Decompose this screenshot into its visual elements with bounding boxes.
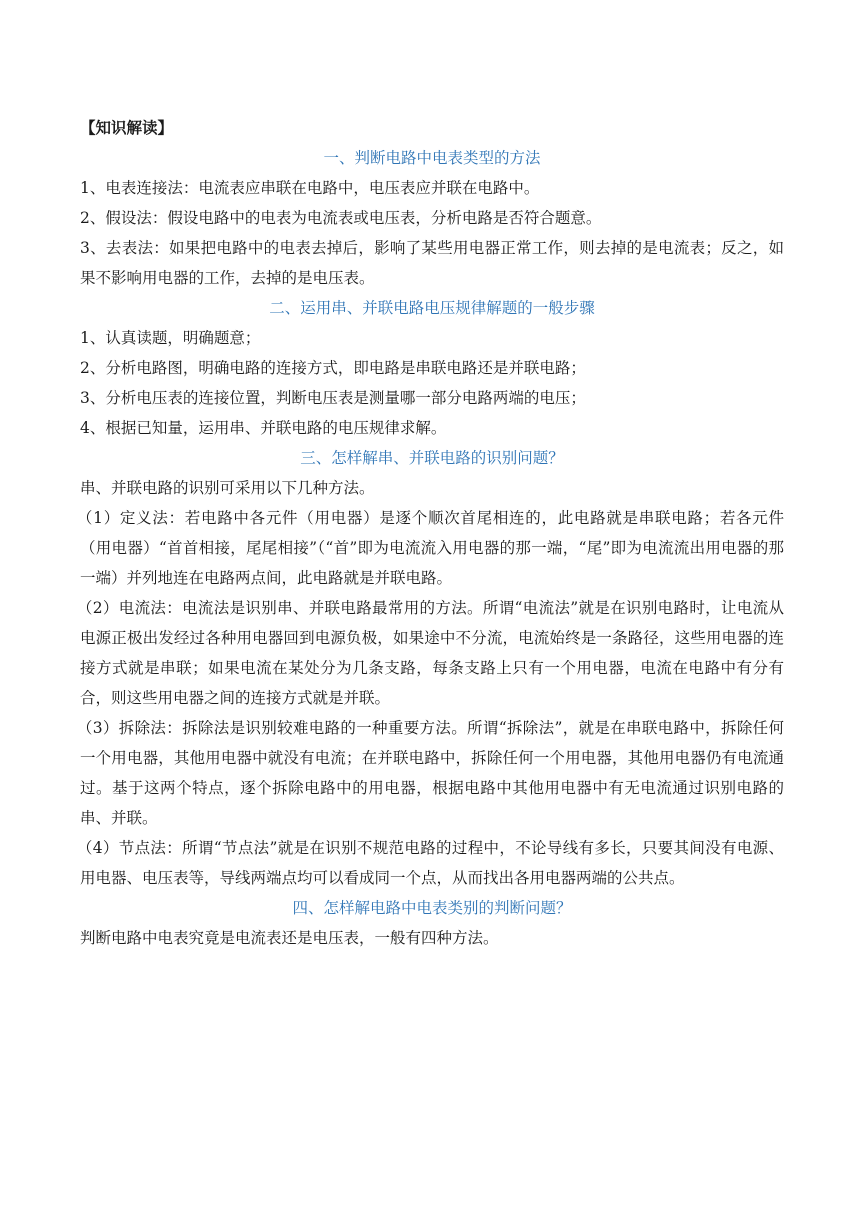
document-body	[76, 113, 784, 953]
paragraph: （3）拆除法：拆除法是识别较难电路的一种重要方法。所谓“拆除法”，就是在串联电路中，拆除任何一个用电器，其他用电器中就没有电流；在并联电路中，拆除任何一个用电器，其他用电器仍有电流通过。基于这两个特点，逐个拆除电路中的用电器，根据电路中其他用电器中有无电流通过识别电路的串、并联。	[76, 719, 784, 827]
knowledge-label: 【知识解读】	[80, 118, 174, 137]
paragraph: （1）定义法：若电路中各元件（用电器）是逐个顺次首尾相连的，此电路就是串联电路；若各元件（用电器）“首首相接，尾尾相接”（“首”即为电流流入用电器的那一端，“尾”即为电流流出用电器的那一端）并列地连在电路两点间，此电路就是并联电路。	[76, 509, 784, 587]
paragraph: 3、分析电压表的连接位置，判断电压表是测量哪一部分电路两端的电压；	[80, 389, 586, 407]
paragraph: （2）电流法：电流法是识别串、并联电路最常用的方法。所谓“电流法”就是在识别电路时，让电流从电源正极出发经过各种用电器回到电源负极，如果途中不分流，电流始终是一条路径，这些用电器的连接方式就是串联；如果电流在某处分为几条支路，每条支路上只有一个用电器，电流在电路中有分有合，则这些用电器之间的连接方式就是并联。	[76, 599, 784, 707]
paragraph: 判断电路中电表究竟是电流表还是电压表，一般有四种方法。	[80, 929, 499, 947]
paragraph: 4、根据已知量，运用串、并联电路的电压规律求解。	[80, 419, 447, 437]
paragraph: 1、电表连接法：电流表应串联在电路中，电压表应并联在电路中。	[80, 179, 540, 197]
paragraph: 2、假设法：假设电路中的电表为电流表或电压表，分析电路是否符合题意。	[80, 209, 602, 227]
paragraph: 1、认真读题，明确题意；	[80, 329, 261, 347]
section-heading-2: 二、运用串、并联电路电压规律解题的一般步骤	[269, 299, 595, 317]
paragraph: 3、去表法：如果把电路中的电表去掉后，影响了某些用电器正常工作，则去掉的是电流表；反之，如果不影响用电器的工作，去掉的是电压表。	[80, 239, 784, 287]
section-heading-1: 一、判断电路中电表类型的方法	[323, 149, 541, 167]
paragraph: 2、分析电路图，明确电路的连接方式，即电路是串联电路还是并联电路；	[80, 359, 586, 377]
section-heading-3: 三、怎样解串、并联电路的识别问题？	[300, 449, 564, 467]
paragraph: （4）节点法：所谓“节点法”就是在识别不规范电路的过程中，不论导线有多长，只要其间没有电源、用电器、电压表等，导线两端点均可以看成同一个点，从而找出各用电器两端的公共点。	[76, 839, 784, 887]
paragraph: 串、并联电路的识别可采用以下几种方法。	[80, 479, 375, 497]
section-heading-4: 四、怎样解电路中电表类别的判断问题？	[292, 899, 572, 917]
